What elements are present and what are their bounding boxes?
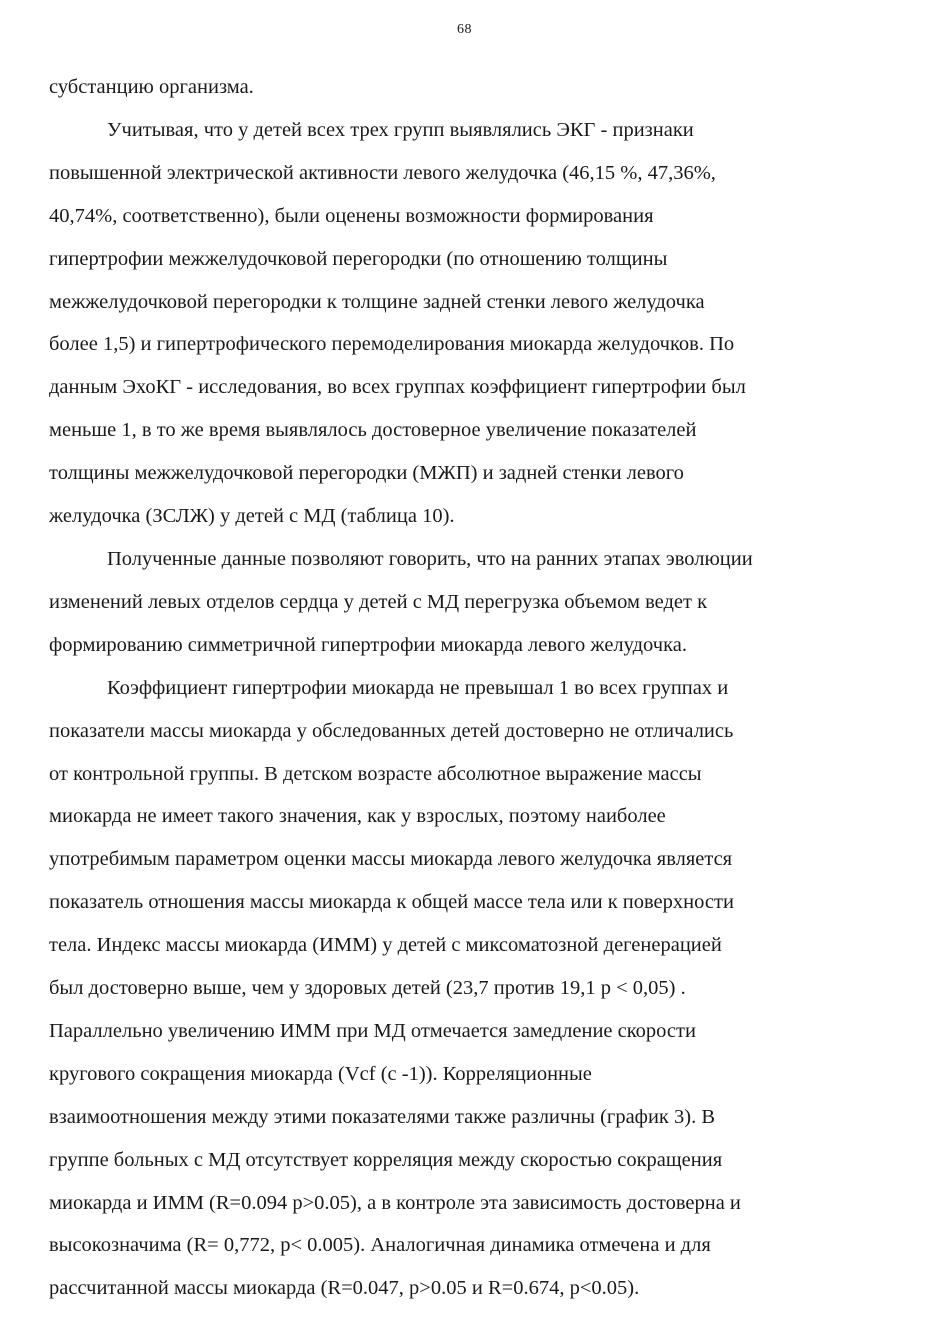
text-line: межжелудочковой перегородки к толщине задней стенки левого желудочка — [49, 290, 705, 313]
text-line: меньше 1, в то же время выявлялось достоверное увеличение показателей — [49, 419, 697, 442]
text-line: рассчитанной массы миокарда (R=0.047, р>0.05 и R=0.674, р<0.05). — [49, 1277, 640, 1300]
text-line: взаимоотношения между этими показателями также различны (график 3). В — [49, 1105, 715, 1128]
paragraph — [49, 538, 889, 667]
body-text — [49, 66, 889, 1310]
text-line: 40,74%, соответственно), были оценены возможности формирования — [49, 204, 654, 227]
text-line: повышенной электрической активности левого желудочка (46,15 %, 47,36%, — [49, 161, 716, 184]
paragraph — [49, 66, 889, 109]
text-line: показатель отношения массы миокарда к общей массе тела или к поверхности — [49, 891, 734, 914]
text-line: толщины межжелудочковой перегородки (МЖП) и задней стенки левого — [49, 462, 684, 485]
text-line: миокарда не имеет такого значения, как у взрослых, поэтому наиболее — [49, 805, 666, 828]
text-line: от контрольной группы. В детском возрасте абсолютное выражение массы — [49, 762, 702, 785]
text-line: тела. Индекс массы миокарда (ИММ) у детей с миксоматозной дегенерацией — [49, 934, 722, 957]
text-line: миокарда и ИММ (R=0.094 р>0.05), а в контроле эта зависимость достоверна и — [49, 1191, 741, 1214]
text-line: данным ЭхоКГ - исследования, во всех группах коэффициент гипертрофии был — [49, 376, 746, 399]
page-number: 68 — [457, 22, 472, 37]
text-line: гипертрофии межжелудочковой перегородки (по отношению толщины — [49, 247, 668, 270]
text-line: Параллельно увеличению ИММ при МД отмечается замедление скорости — [49, 1019, 696, 1042]
text-line: группе больных с МД отсутствует корреляция между скоростью сокращения — [49, 1148, 723, 1171]
text-line: субстанцию организма. — [49, 76, 254, 98]
paragraph — [49, 109, 889, 538]
text-line: Полученные данные позволяют говорить, что на ранних этапах эволюции — [107, 547, 753, 570]
text-line: формированию симметричной гипертрофии миокарда левого желудочка. — [49, 633, 687, 656]
text-line: желудочка (ЗСЛЖ) у детей с МД (таблица 10). — [49, 505, 455, 528]
text-line: Учитывая, что у детей всех трех групп выявлялись ЭКГ - признаки — [107, 118, 694, 141]
text-line: Коэффициент гипертрофии миокарда не превышал 1 во всех группах и — [107, 676, 729, 699]
text-line: показатели массы миокарда у обследованных детей достоверно не отличались — [49, 719, 734, 742]
text-line: кругового сокращения миокарда (Vcf (с -1)). Корреляционные — [49, 1062, 592, 1085]
text-line: был достоверно выше, чем у здоровых детей (23,7 против 19,1 р < 0,05) . — [49, 977, 686, 1000]
text-line: изменений левых отделов сердца у детей с МД перегрузка объемом ведет к — [49, 590, 708, 613]
text-line: более 1,5) и гипертрофического перемоделирования миокарда желудочков. По — [49, 333, 735, 356]
text-line: употребимым параметром оценки массы миокарда левого желудочка является — [49, 848, 733, 871]
text-line: высокозначима (R= 0,772, р< 0.005). Аналогичная динамика отмечена и для — [49, 1234, 711, 1257]
paragraph — [49, 667, 889, 1311]
